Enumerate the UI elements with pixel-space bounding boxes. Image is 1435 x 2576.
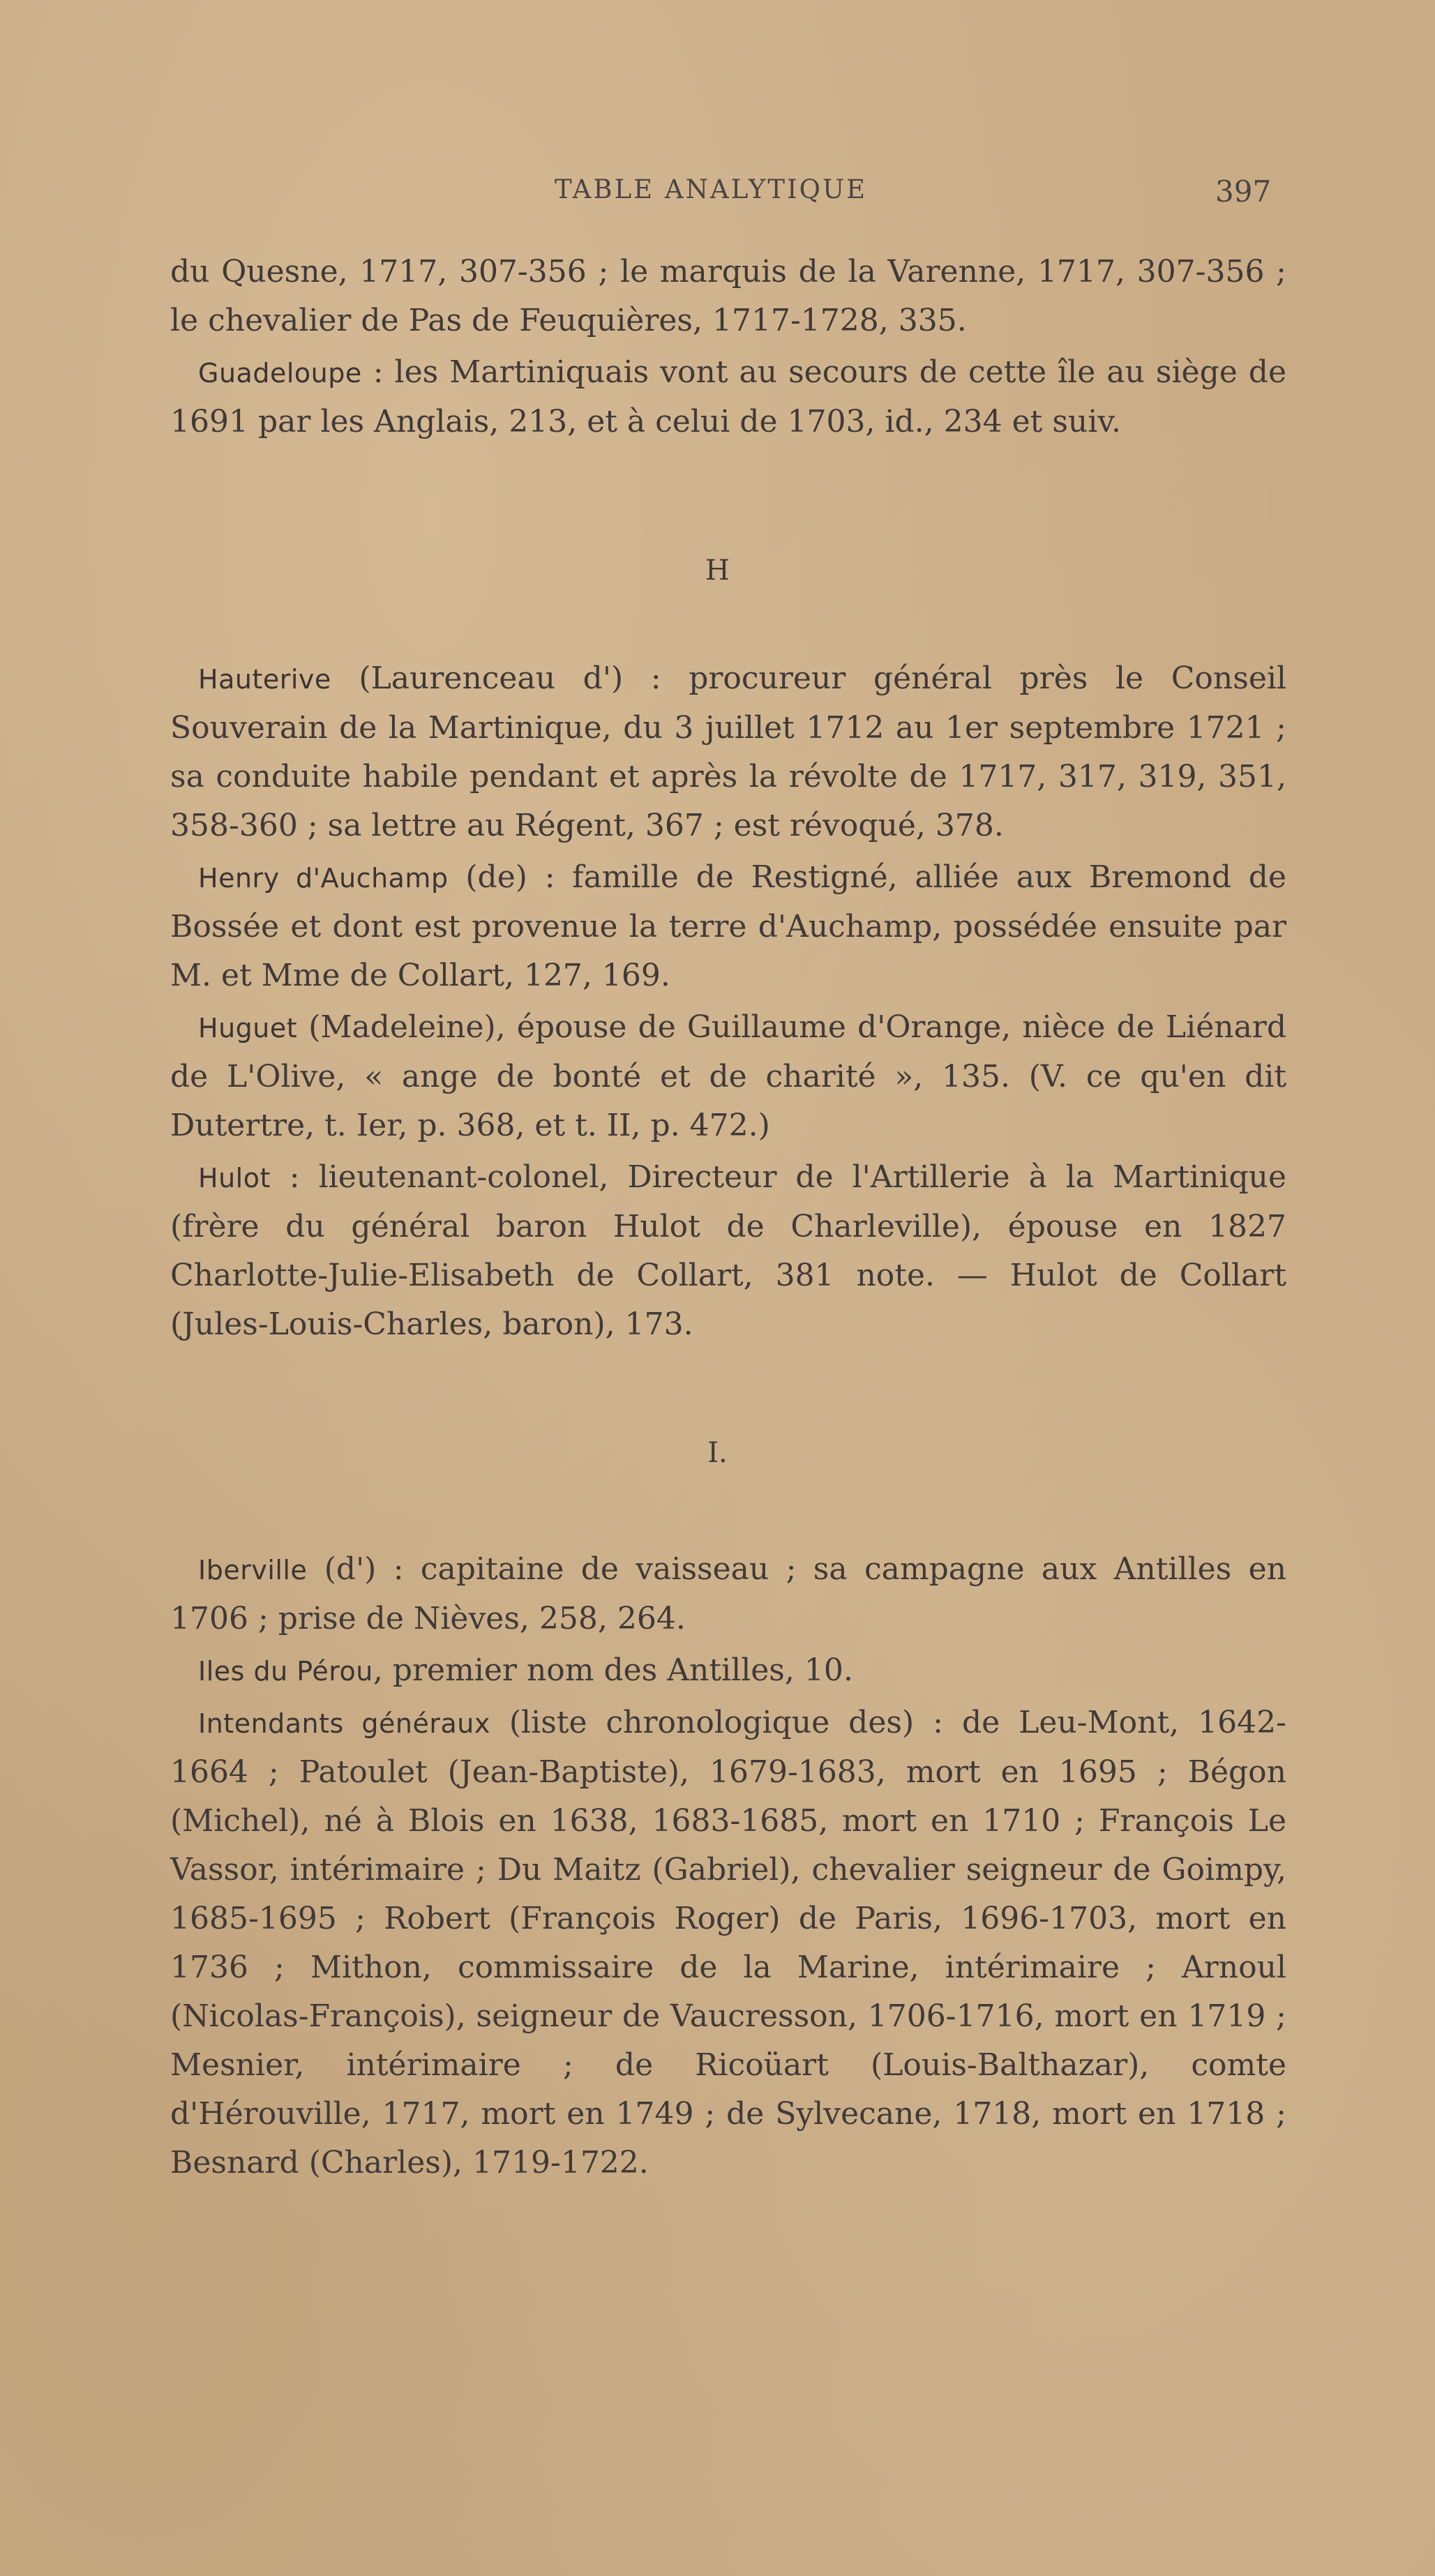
page-number: 397: [1215, 174, 1272, 209]
index-entry-du-quesne: [170, 248, 1286, 345]
entry-head: Huguet: [198, 1013, 298, 1044]
section-i: [170, 1545, 1286, 2187]
entry-head: Hauterive: [198, 664, 331, 695]
entry-text: (liste chronologique des) : de Leu-Mont, 1642-1664 ; Patoulet (Jean-Baptiste), 1679-1683, mort en 1695 ; Bégon (Michel), né à Blois en 1638, 1683-1685, mort en 1710 ; François Le Vassor, intérimaire ; Du Maitz (Gabriel), chevalier seigneur de Goimpy, 1685-1695 ; Robert (François Roger) de Paris, 1696-1703, mort en 1736 ; Mithon, commissaire de la Marine, intérimaire ; Arnoul (Nicolas-François), seigneur de Vaucresson, 1706-1716, mort en 1719 ; Mesnier, intérimaire ; de Ricoüart (Louis-Balthazar), comte d'Hérouville, 1717, mort en 1749 ; de Sylvecane, 1718, mort en 1718 ; Besnard (Charles), 1719-1722.: [170, 1705, 1286, 2180]
entry-text: (d') : capitaine de vaisseau ; sa campagne aux Antilles en 1706 ; prise de Nièves, 258, 264.: [170, 1551, 1286, 1636]
running-title: TABLE ANALYTIQUE: [555, 174, 868, 204]
entry-text: (Laurenceau d') : procureur général près le Conseil Souverain de la Martinique, du 3 juillet 1712 au 1er septembre 1721 ; sa conduite habile pendant et après la révolte de 1717, 317, 319, 351, 358-360 ; sa lettre au Régent, 367 ; est révoqué, 378.: [170, 661, 1286, 843]
entry-text: du Quesne, 1717, 307-356 ; le marquis de la Varenne, 1717, 307-356 ; le chevalier de Pas de Feuquières, 1717-1728, 335.: [170, 254, 1286, 338]
entry-text: : les Martiniquais vont au secours de cette île au siège de 1691 par les Anglais, 213, et à celui de 1703, id., 234 et suiv.: [170, 354, 1286, 439]
running-head: [0, 174, 1435, 216]
entry-head: Henry d'Auchamp: [198, 863, 449, 894]
entry-head: Iberville: [198, 1555, 308, 1585]
entry-head: Guadeloupe: [198, 358, 362, 389]
index-entry-iles-du-perou: [170, 1646, 1286, 1696]
section-letter-h: H: [705, 555, 730, 587]
entry-text: (Madeleine), épouse de Guillaume d'Orange, nièce de Liénard de L'Olive, « ange de bonté et de charité », 135. (V. ce qu'en dit Dutertre, t. Ier, p. 368, et t. II, p. 472.): [170, 1009, 1286, 1143]
entry-head: Iles du Pérou: [198, 1656, 373, 1687]
section-letter-i: I.: [707, 1437, 728, 1469]
section-g-continued: [170, 248, 1286, 446]
index-entry-hulot: [170, 1153, 1286, 1349]
index-entry-intendants-generaux: [170, 1698, 1286, 2187]
index-entry-hauterive: [170, 654, 1286, 850]
entry-text: , premier nom des Antilles, 10.: [373, 1652, 853, 1688]
index-entry-iberville: [170, 1545, 1286, 1643]
index-entry-guadeloupe: [170, 348, 1286, 446]
section-h: [170, 654, 1286, 1349]
entry-text: : lieutenant-colonel, Directeur de l'Artillerie à la Martinique (frère du général baron Hulot de Charleville), épouse en 1827 Charlotte-Julie-Elisabeth de Collart, 381 note. — Hulot de Collart (Jules-Louis-Charles, baron), 173.: [170, 1159, 1286, 1342]
entry-head: Intendants généraux: [198, 1708, 490, 1739]
entry-text: (de) : famille de Restigné, alliée aux Bremond de Bossée et dont est provenue la terre d'Auchamp, possédée ensuite par M. et Mme de Collart, 127, 169.: [170, 859, 1286, 993]
index-entry-huguet: [170, 1003, 1286, 1150]
entry-head: Hulot: [198, 1163, 271, 1193]
index-entry-henry-dauchamp: [170, 853, 1286, 1000]
